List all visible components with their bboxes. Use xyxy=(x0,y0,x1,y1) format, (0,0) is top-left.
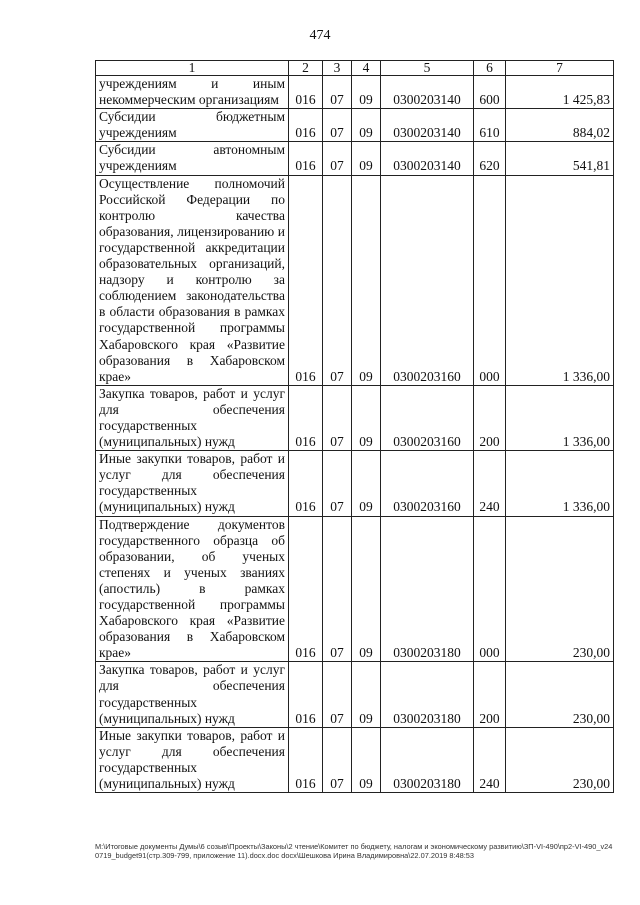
table-row xyxy=(96,662,614,727)
row-code-chapter: 016 xyxy=(289,385,323,450)
row-code-section: 07 xyxy=(323,451,352,516)
row-name: Осуществление полномочий Российской Федерации по контролю качества образования, лицензированию и государственной аккредитации образовательных организаций, надзору и контролю за соблюдением законодательства в области образования в рамках государственной программы Хабаровского края «Развитие образования в Хабаровском крае» xyxy=(96,175,289,385)
row-code-chapter: 016 xyxy=(289,662,323,727)
row-code-chapter: 016 xyxy=(289,516,323,662)
row-code-target: 0300203160 xyxy=(381,451,474,516)
row-name: учреждениям и иным некоммерческим организациям xyxy=(96,76,289,109)
row-amount: 884,02 xyxy=(506,109,614,142)
row-code-chapter: 016 xyxy=(289,142,323,175)
row-amount: 1 425,83 xyxy=(506,76,614,109)
header-col-2: 2 xyxy=(289,61,323,76)
row-code-chapter: 016 xyxy=(289,76,323,109)
footer-file-path: M:\Итоговые документы Думы\6 созыв\Проекты\Законы\2 чтение\Комитет по бюджету, налогам и экономическому развитию\ЗП-VI-490\пр2-VI-490_v240719_budget91(стр.309-799, приложение 11).docx.doc docx\Шешкова Ирина Владимировна\22.07.2019 8:48:53 xyxy=(95,842,613,861)
row-code-expense-type: 000 xyxy=(474,175,506,385)
page-number: 474 xyxy=(309,28,331,43)
row-code-section: 07 xyxy=(323,516,352,662)
row-code-expense-type: 240 xyxy=(474,727,506,792)
table-row xyxy=(96,516,614,662)
row-name: Закупка товаров, работ и услуг для обеспечения государственных (муниципальных) нужд xyxy=(96,385,289,450)
table-row xyxy=(96,727,614,792)
row-amount: 1 336,00 xyxy=(506,385,614,450)
row-code-expense-type: 000 xyxy=(474,516,506,662)
row-code-subsection: 09 xyxy=(352,727,381,792)
row-amount: 230,00 xyxy=(506,516,614,662)
row-code-section: 07 xyxy=(323,175,352,385)
row-code-section: 07 xyxy=(323,662,352,727)
row-code-expense-type: 600 xyxy=(474,76,506,109)
row-code-chapter: 016 xyxy=(289,175,323,385)
header-row xyxy=(96,61,614,76)
table-row xyxy=(96,142,614,175)
row-code-subsection: 09 xyxy=(352,76,381,109)
header-col-6: 6 xyxy=(474,61,506,76)
row-code-subsection: 09 xyxy=(352,175,381,385)
row-name: Иные закупки товаров, работ и услуг для обеспечения государственных (муниципальных) нужд xyxy=(96,727,289,792)
row-code-section: 07 xyxy=(323,385,352,450)
row-code-target: 0300203140 xyxy=(381,109,474,142)
header-col-5: 5 xyxy=(381,61,474,76)
row-code-target: 0300203160 xyxy=(381,175,474,385)
row-amount: 1 336,00 xyxy=(506,451,614,516)
table-row xyxy=(96,451,614,516)
row-code-expense-type: 200 xyxy=(474,662,506,727)
row-code-section: 07 xyxy=(323,142,352,175)
table-row xyxy=(96,76,614,109)
row-code-section: 07 xyxy=(323,109,352,142)
row-code-target: 0300203180 xyxy=(381,516,474,662)
table-row xyxy=(96,175,614,385)
row-name: Субсидии бюджетным учреждениям xyxy=(96,109,289,142)
header-col-4: 4 xyxy=(352,61,381,76)
row-code-target: 0300203180 xyxy=(381,662,474,727)
row-amount: 230,00 xyxy=(506,662,614,727)
row-code-subsection: 09 xyxy=(352,385,381,450)
row-amount: 541,81 xyxy=(506,142,614,175)
row-code-section: 07 xyxy=(323,727,352,792)
row-code-chapter: 016 xyxy=(289,451,323,516)
row-code-expense-type: 610 xyxy=(474,109,506,142)
row-code-subsection: 09 xyxy=(352,451,381,516)
header-col-3: 3 xyxy=(323,61,352,76)
row-amount: 230,00 xyxy=(506,727,614,792)
row-code-expense-type: 620 xyxy=(474,142,506,175)
row-code-subsection: 09 xyxy=(352,142,381,175)
row-code-expense-type: 200 xyxy=(474,385,506,450)
row-code-target: 0300203140 xyxy=(381,76,474,109)
table-row xyxy=(96,385,614,450)
row-code-chapter: 016 xyxy=(289,727,323,792)
row-name: Закупка товаров, работ и услуг для обеспечения государственных (муниципальных) нужд xyxy=(96,662,289,727)
header-col-7: 7 xyxy=(506,61,614,76)
row-code-target: 0300203140 xyxy=(381,142,474,175)
row-amount: 1 336,00 xyxy=(506,175,614,385)
row-name: Субсидии автономным учреждениям xyxy=(96,142,289,175)
header-col-1: 1 xyxy=(96,61,289,76)
row-code-target: 0300203180 xyxy=(381,727,474,792)
table-row xyxy=(96,109,614,142)
row-code-section: 07 xyxy=(323,76,352,109)
row-code-expense-type: 240 xyxy=(474,451,506,516)
row-code-subsection: 09 xyxy=(352,516,381,662)
row-code-subsection: 09 xyxy=(352,109,381,142)
row-code-chapter: 016 xyxy=(289,109,323,142)
budget-table xyxy=(95,60,614,793)
row-code-target: 0300203160 xyxy=(381,385,474,450)
row-name: Иные закупки товаров, работ и услуг для обеспечения государственных (муниципальных) нужд xyxy=(96,451,289,516)
row-code-subsection: 09 xyxy=(352,662,381,727)
row-name: Подтверждение документов государственного образца об образовании, об ученых степенях и ученых званиях (апостиль) в рамках государственной программы Хабаровского края «Развитие образования в Хабаровском крае» xyxy=(96,516,289,662)
